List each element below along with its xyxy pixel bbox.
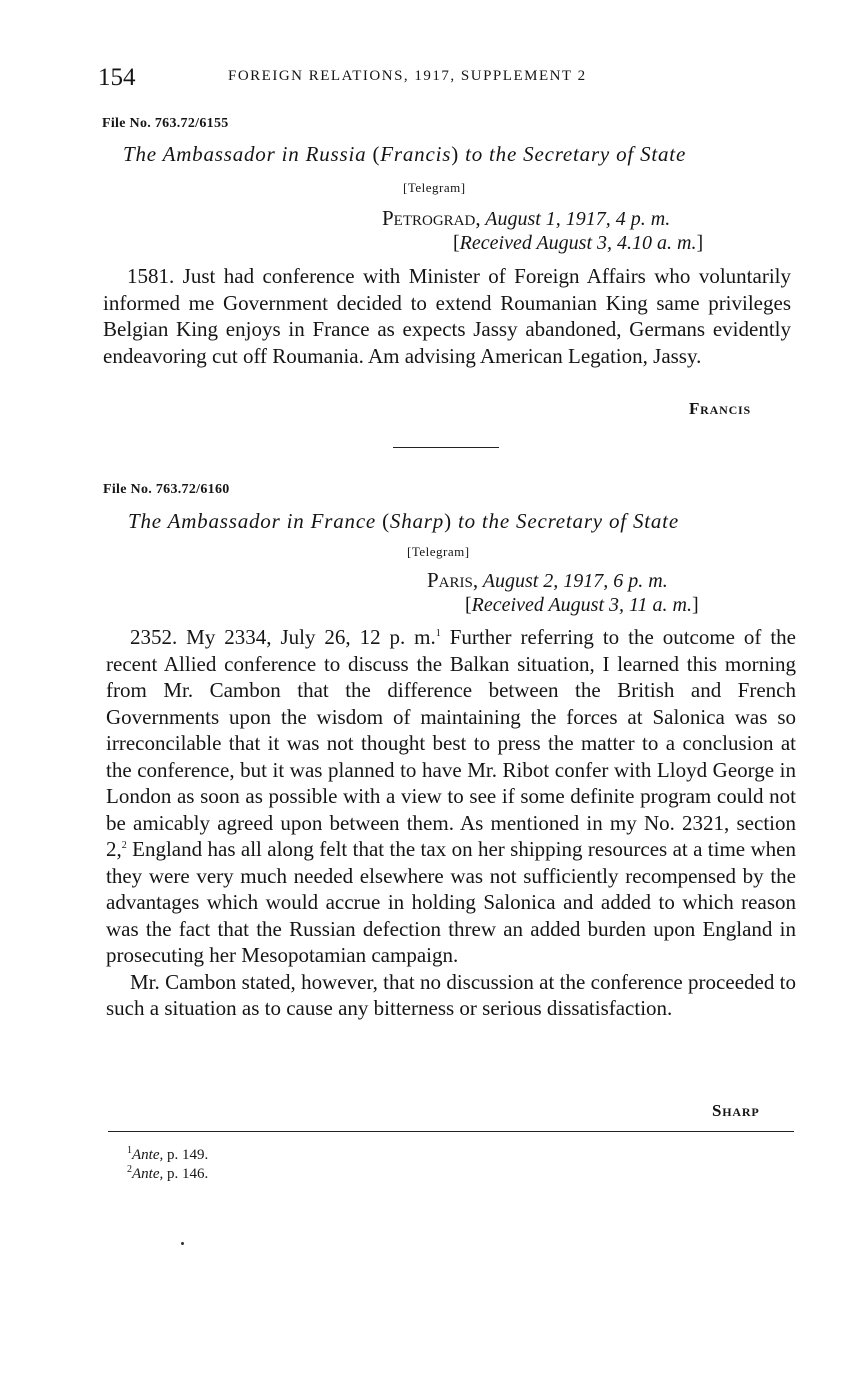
footnote: $^2$Ante, p. 146. — [127, 1164, 209, 1182]
file-number: File No. 763.72/6160 — [103, 482, 230, 497]
document-body — [106, 624, 796, 1022]
document-title: The Ambassador in Russia (Francis) to the Secretary of State — [123, 142, 687, 166]
document-body — [103, 263, 791, 369]
section-divider — [393, 447, 499, 448]
signature: Sharp — [712, 1101, 760, 1120]
telegram-label: [Telegram] — [403, 180, 466, 195]
paragraph: 2352. My 2334, July 26, 12 p. m.$^1$ Further referring to the outcome of the recent Allied conference to discuss the Balkan situation, I learned this morning from Mr. Cambon that the difference between the British and French Governments upon the wisdom of maintaining the forces at Salonica was so irreconcilable that it was not thought best to press the matter to a conclusion at the conference, but it was planned to have Mr. Ribot confer with Lloyd George in London as soon as possible with a view to see if some definite program could not be amicably agreed upon between them. As mentioned in my No. 2321, section 2,$^2$ England has all along felt that the tax on her shipping resources at a time when they were very much needed elsewhere was not sufficiently recompensed by the advantages which would accrue in holding Salonica and added to which reason was the fact that the Russian defection threw an added burden upon England in prosecuting her Mesopotamian campaign. — [106, 625, 797, 967]
paragraph: 1581. Just had conference with Minister of Foreign Affairs who voluntarily informed me Government decided to extend Roumanian King same privileges Belgian King enjoys in France as expects Jassy abandoned, Germans evidently endeavoring cut off Roumania. Am advising American Legation, Jassy. — [103, 264, 791, 368]
footnote: $^1$Ante, p. 149. — [127, 1145, 209, 1163]
signature: Francis — [689, 399, 751, 418]
footnote-marker: 1 — [435, 628, 441, 639]
received-line: [Received August 3, 11 a. m.] — [465, 594, 699, 616]
document-title: The Ambassador in France (Sharp) to the Secretary of State — [128, 509, 679, 533]
place-date-line: Petrograd, August 1, 1917, 4 p. m. — [382, 206, 671, 230]
place-date-line: Paris, August 2, 1917, 6 p. m. — [427, 568, 668, 592]
footnote-rule — [108, 1131, 794, 1132]
footnote-marker: 2 — [121, 840, 127, 851]
running-head: FOREIGN RELATIONS, 1917, SUPPLEMENT 2 — [228, 68, 587, 84]
file-number: File No. 763.72/6155 — [102, 116, 229, 131]
page-number: 154 — [98, 64, 136, 91]
received-line: [Received August 3, 4.10 a. m.] — [453, 232, 704, 254]
paragraph: Mr. Cambon stated, however, that no discussion at the conference proceeded to such a situation as to cause any bitterness or serious dissatisfaction. — [106, 969, 796, 1020]
footnotes — [127, 1146, 208, 1184]
ink-speck — [181, 1242, 184, 1245]
telegram-label: [Telegram] — [407, 544, 470, 559]
